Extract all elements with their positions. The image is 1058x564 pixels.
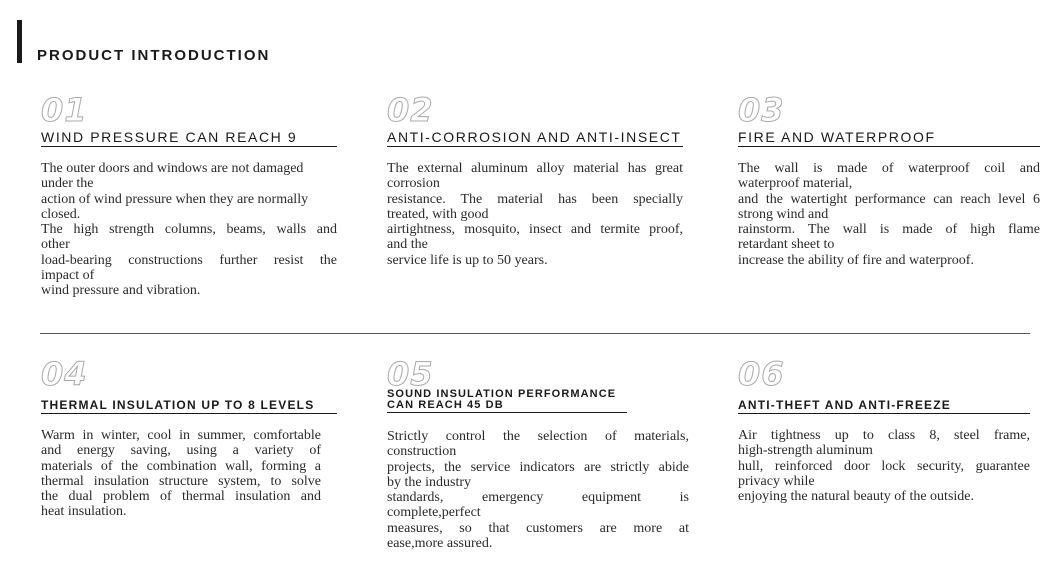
description-line: by the industry: [387, 474, 471, 490]
feature-card-01: [41, 93, 337, 299]
description-line: impact of: [41, 268, 95, 284]
description-line: action of wind pressure when they are normally: [41, 191, 309, 207]
description-line: The wall is made of waterproof coil and: [738, 161, 1040, 176]
description-line: under the: [41, 176, 94, 192]
description-line: and the watertight performance can reach level 6: [738, 191, 1040, 207]
description-line: rainstorm. The wall is made of high flame: [738, 222, 1040, 238]
description-line: wind pressure and vibration.: [41, 283, 201, 299]
description-line: and energy saving, using a variety of: [41, 443, 321, 459]
description-line: projects, the service indicators are strictly abide: [387, 459, 689, 475]
feature-card-04: [41, 357, 321, 520]
feature-description: [41, 161, 337, 299]
page-title: PRODUCT INTRODUCTION: [37, 47, 271, 64]
feature-title: ANTI-CORROSION AND ANTI-INSECT: [387, 129, 682, 145]
description-line: enjoying the natural beauty of the outside.: [738, 489, 974, 505]
description-line: construction: [387, 444, 457, 460]
description-line: complete,perfect: [387, 505, 481, 521]
description-line: closed.: [41, 206, 81, 222]
description-line: ease,more assured.: [387, 536, 493, 552]
feature-title: ANTI-THEFT AND ANTI-FREEZE: [738, 399, 1030, 414]
feature-description: [387, 161, 683, 268]
description-line: waterproof material,: [738, 176, 853, 192]
description-line: privacy while: [738, 473, 815, 489]
header-accent-bar: [17, 20, 22, 63]
description-line: and the: [387, 237, 428, 253]
feature-card-03: [738, 93, 1040, 268]
description-line: load-bearing constructions further resist the: [41, 252, 337, 268]
feature-title: THERMAL INSULATION UP TO 8 LEVELS: [41, 399, 337, 414]
feature-title: WIND PRESSURE CAN REACH 9: [41, 129, 337, 147]
description-line: Air tightness up to class 8, steel frame,: [738, 428, 1030, 443]
description-line: the dual problem of thermal insulation and: [41, 489, 321, 505]
description-line: thermal insulation structure system, to solve: [41, 473, 321, 489]
description-line: treated, with good: [387, 206, 489, 222]
feature-number: 01: [41, 91, 88, 129]
description-line: heat insulation.: [41, 504, 127, 520]
description-line: materials of the combination wall, forming a: [41, 458, 321, 474]
section-divider: [40, 333, 1030, 334]
feature-card-06: [738, 357, 1030, 504]
feature-number: 03: [738, 91, 785, 129]
feature-description: [387, 429, 689, 551]
feature-number: 05: [387, 355, 434, 393]
description-line: retardant sheet to: [738, 237, 835, 253]
feature-description: [41, 428, 321, 520]
description-line: Strictly control the selection of materials,: [387, 429, 689, 444]
feature-card-05: [387, 357, 689, 551]
description-line: increase the ability of fire and waterproof.: [738, 252, 974, 268]
feature-number: 06: [738, 355, 785, 393]
feature-description: [738, 428, 1030, 504]
description-line: The outer doors and windows are not damaged: [41, 161, 304, 176]
feature-card-02: [387, 93, 683, 268]
description-line: high-strength aluminum: [738, 443, 873, 459]
description-line: The external aluminum alloy material has great: [387, 161, 683, 176]
feature-title: FIRE AND WATERPROOF: [738, 129, 1040, 147]
description-line: corrosion: [387, 176, 440, 192]
description-line: hull, reinforced door lock security, guarantee: [738, 458, 1030, 474]
description-line: service life is up to 50 years.: [387, 252, 548, 268]
description-line: airtightness, mosquito, insect and termite proof,: [387, 222, 683, 238]
description-line: standards, emergency equipment is: [387, 490, 689, 506]
description-line: The high strength columns, beams, walls and: [41, 222, 337, 238]
description-line: other: [41, 237, 70, 253]
feature-title: SOUND INSULATION PERFORMANCE CAN REACH 45 DB: [387, 389, 627, 413]
description-line: Warm in winter, cool in summer, comfortable: [41, 428, 321, 443]
feature-number: 02: [387, 91, 434, 129]
feature-description: [738, 161, 1040, 268]
description-line: resistance. The material has been specially: [387, 191, 683, 207]
feature-number: 04: [41, 355, 88, 393]
description-line: measures, so that customers are more at: [387, 520, 689, 536]
description-line: strong wind and: [738, 206, 829, 222]
